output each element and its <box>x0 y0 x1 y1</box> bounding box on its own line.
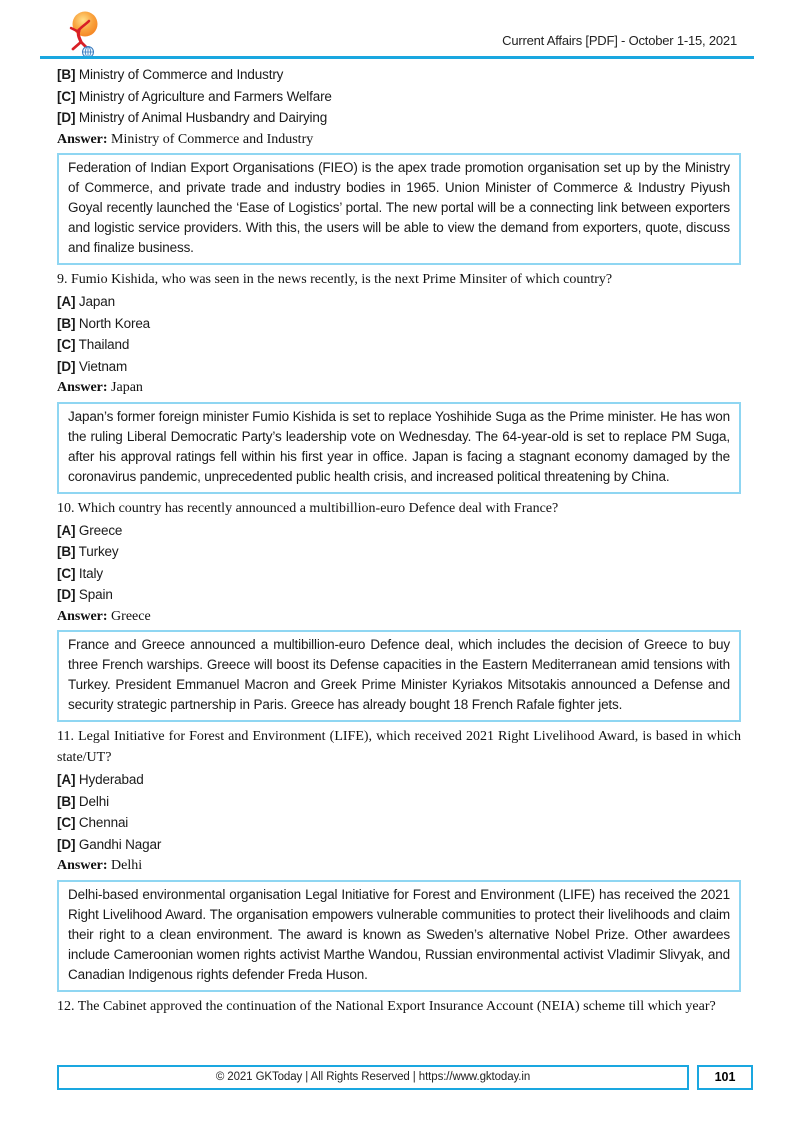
option-text: Ministry of Animal Husbandry and Dairying <box>78 110 328 125</box>
header-divider <box>40 56 754 59</box>
option-label: [B] <box>57 315 76 331</box>
question-block <box>57 64 741 265</box>
option-line <box>57 86 741 108</box>
option-label: [C] <box>57 337 76 352</box>
option-label: [D] <box>57 836 76 852</box>
option-line <box>57 107 741 129</box>
question-text: 11. Legal Initiative for Forest and Environment (LIFE), which received 2021 Right Livelihood Award, is based in which state/UT? <box>57 729 741 765</box>
answer-line <box>57 606 741 628</box>
answer-value: Greece <box>111 608 151 624</box>
option-text: Spain <box>78 587 113 602</box>
gktoday-logo-icon <box>56 8 110 60</box>
answer-label: Answer: <box>57 131 108 147</box>
question-block <box>57 498 741 723</box>
gktoday-logo <box>56 8 110 60</box>
option-label: [C] <box>57 565 76 581</box>
question-block <box>57 269 741 494</box>
page-number: 101 <box>697 1065 753 1090</box>
option-label: [B] <box>57 793 76 809</box>
option-label: [A] <box>57 522 76 538</box>
option-label: [D] <box>57 358 76 374</box>
option-text: Gandhi Nagar <box>78 836 162 852</box>
explanation-box: Delhi-based environmental organisation Legal Initiative for Forest and Environment (LIFE) has received the 2021 Right Livelihood Award. The organisation empowers vulnerable communities to protect their livelihoods and claim their right to a clean environment. The award is known as Sweden’s alternative Nobel Prize. Other awardees include Cameroonian women rights activist Marthe Wandou, Russian environmental activist Vladimir Slivyak, and Canadian Indigenous rights defender Freda Huson. <box>57 880 741 992</box>
explanation-box: Federation of Indian Export Organisations (FIEO) is the apex trade promotion organisation set up by the Ministry of Commerce, and private trade and industry bodies in 1965. Union Minister of Commerce & Industry Piyush Goyal recently launched the ‘Ease of Logistics’ portal. The new portal will be a connecting link between exporters and logistic service providers. With this, the users will be able to view the demand from exporters, quote, discuss and finalize business. <box>57 153 741 265</box>
option-text: Hyderabad <box>78 772 144 787</box>
option-line <box>57 769 741 791</box>
option-label: [B] <box>57 67 76 82</box>
option-line <box>57 334 741 356</box>
option-line <box>57 791 741 813</box>
option-line <box>57 834 741 856</box>
option-line <box>57 584 741 606</box>
option-text: Thailand <box>78 337 130 352</box>
option-line <box>57 812 741 834</box>
answer-line <box>57 855 741 877</box>
document-title: Current Affairs [PDF] - October 1-15, 2021 <box>502 33 737 48</box>
option-text: Italy <box>78 565 103 581</box>
question-block <box>57 996 741 1017</box>
option-text: Vietnam <box>78 358 128 374</box>
option-line <box>57 291 741 313</box>
question-block <box>57 726 741 992</box>
option-label: [D] <box>57 587 76 602</box>
option-text: Ministry of Commerce and Industry <box>78 67 284 82</box>
answer-value: Japan <box>111 380 143 395</box>
option-text: North Korea <box>78 315 151 331</box>
option-text: Greece <box>78 522 123 538</box>
option-text: Ministry of Agriculture and Farmers Welfare <box>78 88 332 104</box>
question-text: 12. The Cabinet approved the continuation of the National Export Insurance Account (NEIA) scheme till which year? <box>57 998 716 1014</box>
footer-copyright: © 2021 GKToday | All Rights Reserved | https://www.gktoday.in <box>57 1065 689 1090</box>
explanation-box: France and Greece announced a multibillion-euro Defence deal, which includes the decision of Greece to buy three French warships. Greece will boost its Defense capacities in the Eastern Mediterranean amid tensions with Turkey. President Emmanuel Macron and Greek Prime Minister Kyriakos Mitsotakis announced a Defense and security strategic partnership in Paris. Greece has already bought 18 French Rafale fighter jets. <box>57 630 741 722</box>
option-line <box>57 313 741 335</box>
option-text: Chennai <box>78 815 129 830</box>
question-text: 10. Which country has recently announced a multibillion-euro Defence deal with France? <box>57 500 559 516</box>
option-line <box>57 64 741 86</box>
answer-value: Ministry of Commerce and Industry <box>111 131 314 147</box>
explanation-box: Japan’s former foreign minister Fumio Kishida is set to replace Yoshihide Suga as the Prime minister. He has won the ruling Liberal Democratic Party’s leadership vote on Wednesday. The 64-year-old is set to replace PM Suga, after his approval ratings fell within his first year in office. Japan is facing a stagnant economy damaged by the coronavirus pandemic, unprecedented public health crisis, and increased political threatening by China. <box>57 402 741 494</box>
question-text: 9. Fumio Kishida, who was seen in the news recently, is the next Prime Minsiter of which country? <box>57 272 613 287</box>
option-label: [D] <box>57 110 76 125</box>
answer-line <box>57 377 741 399</box>
option-label: [B] <box>57 544 76 559</box>
answer-label: Answer: <box>57 380 108 395</box>
option-line <box>57 356 741 378</box>
option-text: Turkey <box>78 544 119 559</box>
option-label: [C] <box>57 88 76 104</box>
option-label: [A] <box>57 294 76 309</box>
option-line <box>57 520 741 542</box>
answer-label: Answer: <box>57 608 108 624</box>
option-text: Japan <box>78 294 115 309</box>
option-label: [C] <box>57 815 76 830</box>
option-line <box>57 563 741 585</box>
answer-value: Delhi <box>111 858 143 873</box>
quiz-content <box>57 64 741 1018</box>
option-text: Delhi <box>78 793 109 809</box>
option-label: [A] <box>57 772 76 787</box>
answer-line <box>57 129 741 151</box>
answer-label: Answer: <box>57 858 108 873</box>
option-line <box>57 541 741 563</box>
